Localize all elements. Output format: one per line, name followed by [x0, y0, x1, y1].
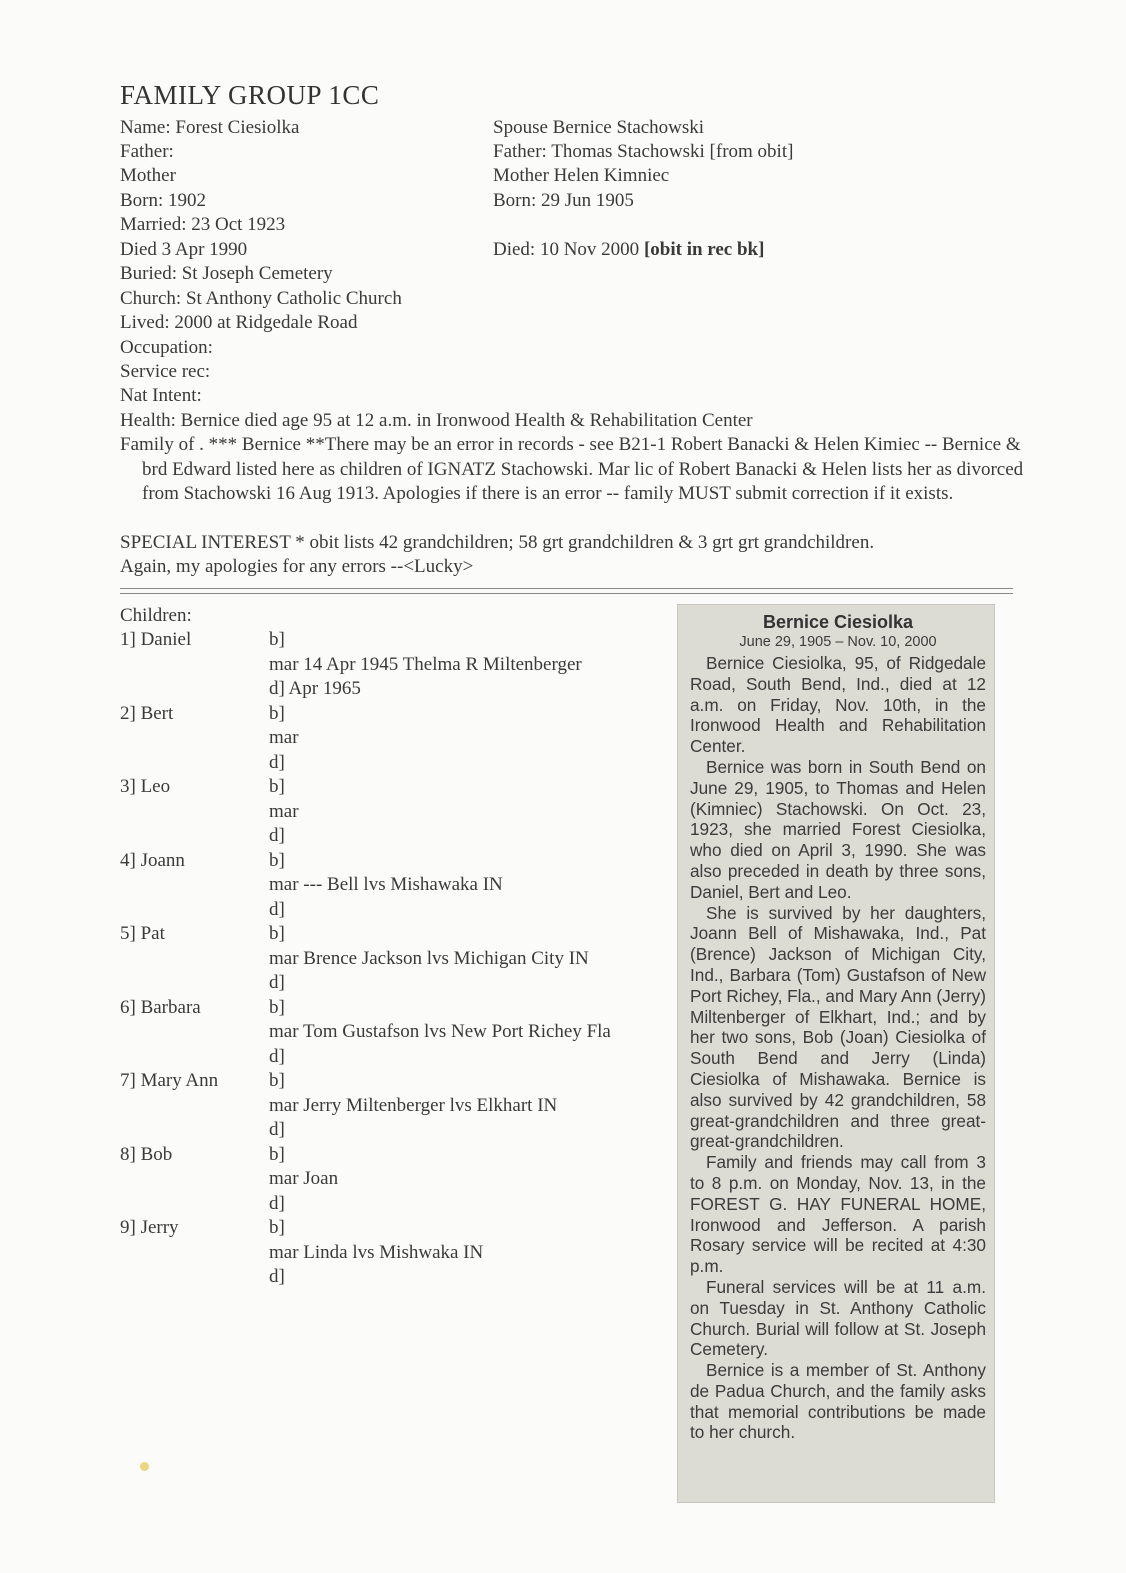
child-marriage: mar	[269, 727, 299, 748]
child-name: 5] Pat	[120, 923, 165, 944]
child-death: d]	[269, 1192, 285, 1214]
child-marriage: mar --- Bell lvs Mishawaka IN	[269, 874, 503, 895]
child-name: 9] Jerry	[120, 1217, 179, 1238]
spouse-born: Born: 29 Jun 1905	[493, 190, 634, 211]
child-death: d]	[269, 898, 285, 920]
apology-note: Again, my apologies for any errors --<Lucky>	[120, 556, 474, 577]
child-name: 3] Leo	[120, 776, 171, 797]
obituary-paragraph: Bernice is a member of St. Anthony de Padua Church, and the family asks that memorial contributions be made to her church.	[690, 1360, 986, 1443]
obituary-paragraph: Family and friends may call from 3 to 8 p.m. on Monday, Nov. 13, in the FOREST G. HAY FUNERAL HOME, Ironwood and Jefferson. A parish Rosary service will be recited at 4:30 p.m.	[690, 1152, 986, 1277]
child-death: d]	[269, 1119, 285, 1140]
child-marriage: mar Brence Jackson lvs Michigan City IN	[269, 947, 589, 969]
husband-father: Father:	[120, 141, 174, 162]
obituary-paragraph: Bernice Ciesiolka, 95, of Ridgedale Road, South Bend, Ind., died at 12 a.m. on Friday, Nov. 10th, in the Ironwood Health and Rehabilitation Center.	[690, 653, 986, 757]
husband-mother: Mother	[120, 165, 176, 186]
special-interest-note: SPECIAL INTEREST * obit lists 42 grandchildren; 58 grt grandchildren & 3 grt grt grandchildren.	[120, 532, 875, 553]
husband-name: Name: Forest Ciesiolka	[120, 117, 300, 138]
child-marriage: mar Joan	[269, 1168, 339, 1189]
husband-born: Born: 1902	[120, 190, 207, 211]
child-birth: b]	[269, 923, 285, 944]
spouse-died	[493, 238, 764, 262]
husband-lived: Lived: 2000 at Ridgedale Road	[120, 312, 358, 333]
child-birth: b]	[269, 1217, 285, 1238]
child-marriage: mar Jerry Miltenberger lvs Elkhart IN	[269, 1094, 558, 1116]
child-birth: b]	[269, 849, 285, 871]
child-birth: b]	[269, 776, 285, 797]
spouse-died-date: Died: 10 Nov 2000	[493, 239, 640, 260]
child-marriage: mar	[269, 800, 299, 822]
spouse-mother: Mother Helen Kimniec	[493, 165, 670, 186]
child-birth: b]	[269, 702, 285, 724]
page-title: FAMILY GROUP 1CC	[120, 80, 380, 110]
child-marriage: mar Linda lvs Mishwaka IN	[269, 1241, 484, 1263]
child-death: d]	[269, 825, 285, 846]
married-date: Married: 23 Oct 1923	[120, 214, 286, 235]
child-name: 7] Mary Ann	[120, 1070, 219, 1091]
husband-service: Service rec:	[120, 361, 211, 382]
husband-died: Died 3 Apr 1990	[120, 239, 248, 260]
children-heading: Children:	[120, 605, 192, 626]
child-marriage: mar 14 Apr 1945 Thelma R Miltenberger	[269, 653, 582, 675]
spouse-father: Father: Thomas Stachowski [from obit]	[493, 141, 794, 162]
husband-buried: Buried: St Joseph Cemetery	[120, 263, 333, 284]
child-name: 2] Bert	[120, 702, 174, 724]
husband-nat-intent: Nat Intent:	[120, 385, 202, 406]
obituary-paragraph: She is survived by her daughters, Joann Bell of Mishawaka, Ind., Pat (Brence) Jackson of Michigan City, Ind., Barbara (Tom) Gustafson of New Port Richey, Fla., and Mary Ann (Jerry) Miltenberger of Elkhart, Ind.; and by her two sons, Bob (Joan) Ciesiolka of South Bend and Jerry (Linda) Ciesiolka of Mishawaka. Bernice is also survived by 42 grandchildren, 58 great-grandchildren and three great-great-grandchildren.	[690, 902, 986, 1152]
child-name: 4] Joann	[120, 849, 185, 871]
child-birth: b]	[269, 629, 285, 650]
child-death: d]	[269, 751, 285, 773]
child-death: d]	[269, 1045, 285, 1067]
double-divider	[120, 588, 1013, 594]
health-note: Health: Bernice died age 95 at 12 a.m. in Ironwood Health & Rehabilitation Center	[120, 410, 753, 431]
obituary-clipping	[677, 604, 995, 1503]
spouse-died-note: [obit in rec bk]	[643, 239, 765, 260]
obituary-title: Bernice Ciesiolka	[762, 612, 914, 632]
child-death: d] Apr 1965	[269, 678, 361, 699]
child-birth: b]	[269, 1070, 285, 1091]
obituary-paragraph: Bernice was born in South Bend on June 29, 1905, to Thomas and Helen (Kimniec) Stachowski. On Oct. 23, 1923, she married Forest Ciesiolka, who died on April 3, 1990. She was also preceded in death by three sons, Daniel, Bert and Leo.	[690, 756, 986, 902]
child-name: 1] Daniel	[120, 629, 192, 650]
child-birth: b]	[269, 1143, 285, 1165]
child-name: 8] Bob	[120, 1143, 173, 1165]
husband-occupation: Occupation:	[120, 337, 213, 358]
child-marriage: mar Tom Gustafson lvs New Port Richey Fla	[269, 1021, 611, 1042]
husband-church: Church: St Anthony Catholic Church	[120, 288, 402, 309]
paper-speck	[140, 1462, 149, 1471]
obituary-paragraph: Funeral services will be at 11 a.m. on Tuesday in St. Anthony Catholic Church. Burial will follow at St. Joseph Cemetery.	[690, 1276, 986, 1360]
family-of-note: Family of . *** Bernice **There may be an error in records - see B21-1 Robert Banacki & Helen Kimiec -- Bernice & brd Edward listed here as children of IGNATZ Stachowski. Mar lic of Robert Banacki & Helen lists her as divorced from Stachowski 16 Aug 1913. Apologies if there is an error -- family MUST submit correction if it exists.	[120, 434, 1024, 504]
child-name: 6] Barbara	[120, 996, 201, 1018]
obituary-dates: June 29, 1905 – Nov. 10, 2000	[739, 634, 937, 650]
spouse-name: Spouse Bernice Stachowski	[493, 117, 705, 138]
child-death: d]	[269, 972, 285, 993]
child-death: d]	[269, 1266, 285, 1287]
child-birth: b]	[269, 996, 285, 1018]
